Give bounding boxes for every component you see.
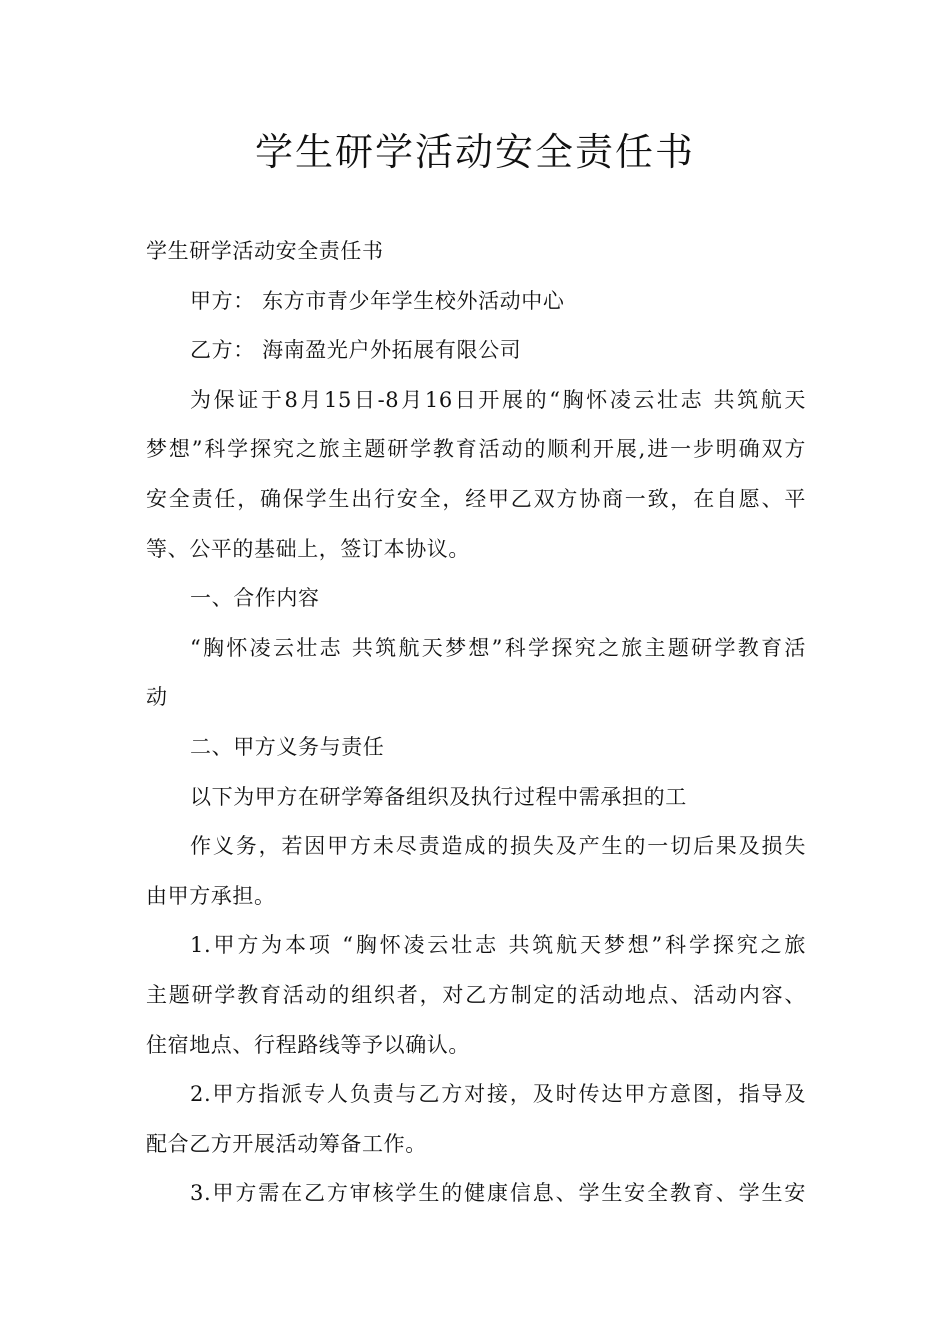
clause-line: 配合乙方开展活动筹备工作。 bbox=[146, 1131, 427, 1156]
paragraph-line: 为保证于8月15日-8月16日开展的“胸怀凌云壮志 共筑航天 bbox=[190, 387, 806, 412]
paragraph-line: 等、公平的基础上，签订本协议。 bbox=[146, 536, 470, 561]
paragraph-line: 由甲方承担。 bbox=[146, 883, 276, 908]
clause-line: 3.甲方需在乙方审核学生的健康信息、学生安全教育、学生安 bbox=[190, 1181, 806, 1206]
document-body bbox=[146, 227, 806, 1219]
section-heading-cooperation: 一、合作内容 bbox=[190, 586, 320, 611]
clause-line: 住宿地点、行程路线等予以确认。 bbox=[146, 1032, 470, 1057]
document-title: 学生研学活动安全责任书 bbox=[254, 130, 695, 174]
clause-line: 主题研学教育活动的组织者，对乙方制定的活动地点、活动内容、 bbox=[146, 982, 806, 1007]
party-b-line: 乙方： 海南盈光户外拓展有限公司 bbox=[190, 338, 522, 363]
paragraph-line: 作义务，若因甲方未尽责造成的损失及产生的一切后果及损失 bbox=[190, 834, 806, 859]
body-heading: 学生研学活动安全责任书 bbox=[146, 239, 384, 263]
paragraph-line: 动 bbox=[146, 685, 168, 710]
party-a-line: 甲方： 东方市青少年学生校外活动中心 bbox=[190, 288, 565, 313]
section-heading-party-a-duties: 二、甲方义务与责任 bbox=[190, 734, 385, 759]
paragraph-line: 梦想”科学探究之旅主题研学教育活动的顺利开展,进一步明确双方 bbox=[146, 437, 806, 462]
paragraph-line: 以下为甲方在研学筹备组织及执行过程中需承担的工 bbox=[190, 784, 687, 809]
paragraph-line: “胸怀凌云壮志 共筑航天梦想”科学探究之旅主题研学教育活 bbox=[190, 635, 806, 660]
clause-line: 1.甲方为本项 “胸怀凌云壮志 共筑航天梦想”科学探究之旅 bbox=[190, 933, 806, 958]
paragraph-line: 安全责任，确保学生出行安全，经甲乙双方协商一致，在自愿、平 bbox=[146, 486, 806, 511]
clause-line: 2.甲方指派专人负责与乙方对接，及时传达甲方意图，指导及 bbox=[190, 1082, 806, 1107]
